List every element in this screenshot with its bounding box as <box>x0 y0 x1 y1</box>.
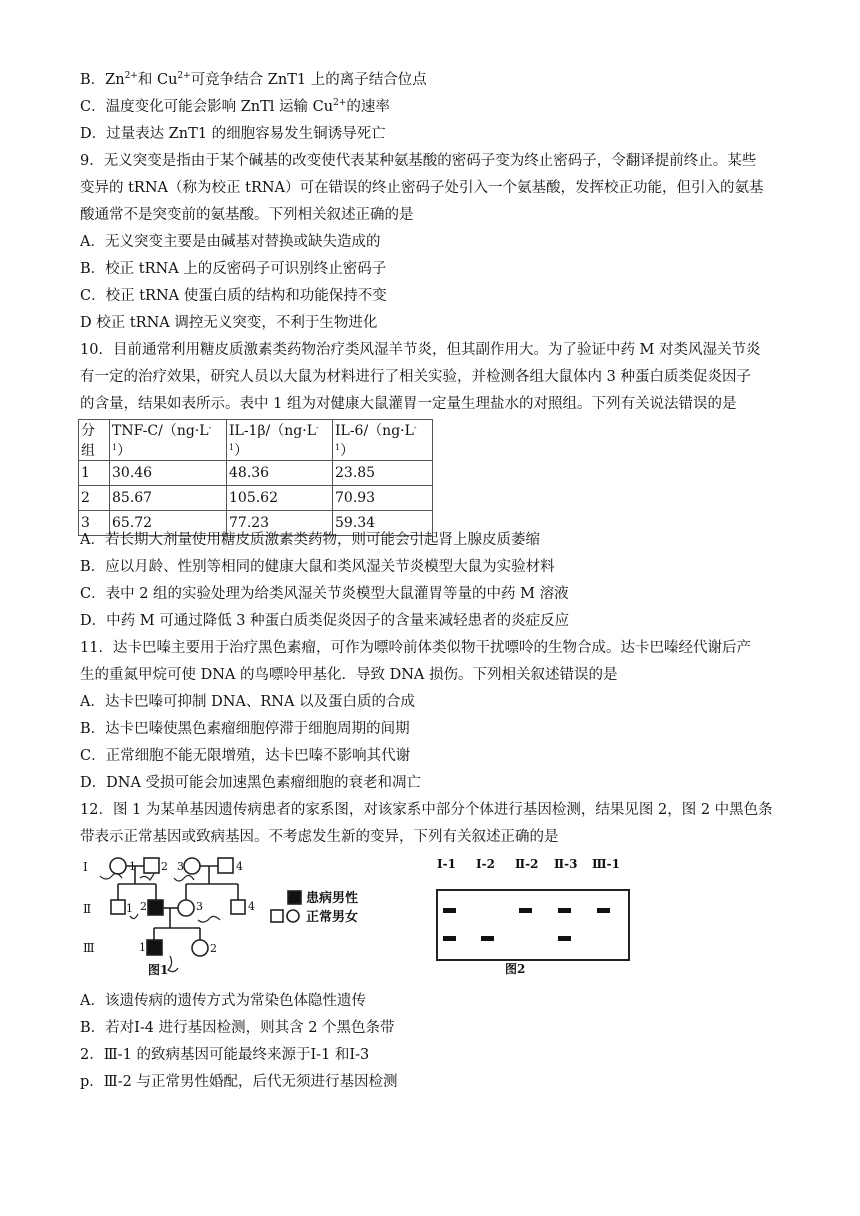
option-10B: B．应以月龄、性别等相同的健康大鼠和类风湿关节炎模型大鼠为实验材料 <box>80 559 555 575</box>
gel-band <box>519 908 532 913</box>
individual-number: 3 <box>196 900 203 913</box>
question-10-stem: 10．目前通常利用糖皮质激素类药物治疗类风湿羊节炎，但其副作用大。为了验证中药 M 对类风湿关节炎 <box>80 342 761 358</box>
lane-label: Ⅱ-3 <box>554 857 578 871</box>
cytokine-table <box>78 419 433 536</box>
option-12C: 2．Ⅲ-1 的致病基因可能最终来源于Ⅰ-1 和Ⅰ-3 <box>80 1047 370 1063</box>
option-9B: B．校正 tRNA 上的反密码子可识别终止密码子 <box>80 261 387 277</box>
table-header-row <box>79 420 433 461</box>
table-cell: 1 <box>79 461 110 486</box>
individual-number: 1 <box>139 941 146 954</box>
individual-number: 2 <box>210 942 217 955</box>
option-8D: D．过量表达 ZnT1 的细胞容易发生铜诱导死亡 <box>80 126 386 142</box>
individual-number: 2 <box>140 900 147 913</box>
option-11A: A．达卡巴嗪可抑制 DNA、RNA 以及蛋白质的合成 <box>80 694 416 710</box>
option-9A: A．无义突变主要是由碱基对替换或缺失造成的 <box>80 234 381 250</box>
table-cell: 59.34 <box>333 511 433 536</box>
question-10-stem: 的含量，结果如表所示。表中 1 组为对健康大鼠灌胃一定量生理盐水的对照组。下列有关说法错误的是 <box>80 396 737 412</box>
table-cell: 77.23 <box>227 511 333 536</box>
table-cell: 23.85 <box>333 461 433 486</box>
table-row <box>79 461 433 486</box>
table-cell: 85.67 <box>110 486 227 511</box>
figure2-caption: 图2 <box>505 962 526 976</box>
individual-number: 4 <box>248 900 255 913</box>
lane-label: Ⅰ-2 <box>476 857 495 871</box>
table-header-cell: $IL-1\beta/(ng\cdot L^{-1})$ <box>227 420 333 461</box>
gel-band <box>481 936 494 941</box>
table-cell: 3 <box>79 511 110 536</box>
option-8B: B．$Zn^{2+}$和 $Cu^{2+}$可竞争结合 ZnT1 上的离子结合位点 <box>80 71 427 88</box>
gen-label: Ⅱ <box>83 902 92 916</box>
table-cell: 48.36 <box>227 461 333 486</box>
gen-label: Ⅲ <box>83 941 95 955</box>
question-9-stem: 9．无义突变是指由于某个碱基的改变使代表某种氨基酸的密码子变为终止密码子，令翻译提前终止。某些 <box>80 153 757 169</box>
table-row <box>79 486 433 511</box>
table-cell: 65.72 <box>110 511 227 536</box>
option-10D: D．中药 M 可通过降低 3 种蛋白质类促炎因子的含量来减轻患者的炎症反应 <box>80 613 570 629</box>
individual-number: 1 <box>129 860 136 873</box>
option-9D: D 校正 tRNA 调控无义突变，不利于生物进化 <box>80 315 378 331</box>
option-11D: D．DNA 受损可能会加速黑色素瘤细胞的衰老和凋亡 <box>80 775 422 791</box>
option-12D: p．Ⅲ-2 与正常男性婚配，后代无须进行基因检测 <box>80 1074 398 1090</box>
lane-label: Ⅱ-2 <box>515 857 539 871</box>
table-header-cell: 分组 <box>79 420 110 461</box>
option-8C: C．温度变化可能会影响 ZnTl 运输 $Cu^{2+}$的速率 <box>80 98 390 115</box>
question-12-stem: 12．图 1 为某单基因遗传病患者的家系图，对该家系中部分个体进行基因检测，结果见图 2，图 2 中黑色条 <box>80 802 773 818</box>
question-9-stem: 变异的 tRNA（称为校正 tRNA）可在错误的终止密码子处引入一个氨基酸，发挥校正功能，但引入的氨基 <box>80 180 764 196</box>
option-12A: A．该遗传病的遗传方式为常染色体隐性遗传 <box>80 993 366 1009</box>
individual-number: 3 <box>177 860 184 873</box>
option-11C: C．正常细胞不能无限增殖，达卡巴嗪不影响其代谢 <box>80 748 411 764</box>
question-11-stem: 11．达卡巴嗪主要用于治疗黑色素瘤，可作为嘌呤前体类似物干扰嘌呤的生物合成。达卡巴嗪经代谢后产 <box>80 640 751 656</box>
table-cell: 30.46 <box>110 461 227 486</box>
option-10C: C．表中 2 组的实验处理为给类风湿关节炎模型大鼠灌胃等量的中药 M 溶液 <box>80 586 569 602</box>
figure1-caption: 图1 <box>148 963 169 977</box>
gel-figure <box>420 850 650 985</box>
individual-number: 1 <box>126 902 133 915</box>
option-12B: B．若对Ⅰ-4 进行基因检测，则其含 2 个黑色条带 <box>80 1020 395 1036</box>
pedigree-figure <box>78 850 388 985</box>
gel-band <box>558 908 571 913</box>
individual-number: 2 <box>161 860 168 873</box>
legend-affected: 患病男性 <box>306 891 359 906</box>
option-10A: A．若长期大剂量使用糖皮质激素类药物，则可能会引起肾上腺皮质萎缩 <box>80 532 540 548</box>
table-cell: 2 <box>79 486 110 511</box>
question-12-stem: 带表示正常基因或致病基因。不考虑发生新的变异，下列有关叙述正确的是 <box>80 829 559 845</box>
individual-number: 4 <box>236 860 243 873</box>
gel-band <box>443 908 456 913</box>
legend-normal: 正常男女 <box>306 910 359 925</box>
lane-label: Ⅰ-1 <box>437 857 456 871</box>
question-11-stem: 生的重氮甲烷可使 DNA 的鸟嘌呤甲基化．导致 DNA 损伤。下列相关叙述错误的是 <box>80 667 618 683</box>
gel-band <box>558 936 571 941</box>
option-11B: B．达卡巴嗪使黑色素瘤细胞停滞于细胞周期的间期 <box>80 721 410 737</box>
question-10-stem: 有一定的治疗效果，研究人员以大鼠为材料进行了相关实验，并检测各组大鼠体内 3 种蛋白质类促炎因子 <box>80 369 751 385</box>
table-cell: 70.93 <box>333 486 433 511</box>
table-header-cell: $IL-6/(ng\cdot L^{-1})$ <box>333 420 433 461</box>
lane-label: Ⅲ-1 <box>592 857 620 871</box>
gel-band <box>443 936 456 941</box>
gen-label: Ⅰ <box>83 860 88 874</box>
option-9C: C．校正 tRNA 使蛋白质的结构和功能保持不变 <box>80 288 387 304</box>
question-9-stem: 酸通常不是突变前的氨基酸。下列相关叙述正确的是 <box>80 207 414 223</box>
table-cell: 105.62 <box>227 486 333 511</box>
table-header-cell: TNF-$C/(ng\cdot L^{-1})$ <box>110 420 227 461</box>
gel-band <box>597 908 610 913</box>
